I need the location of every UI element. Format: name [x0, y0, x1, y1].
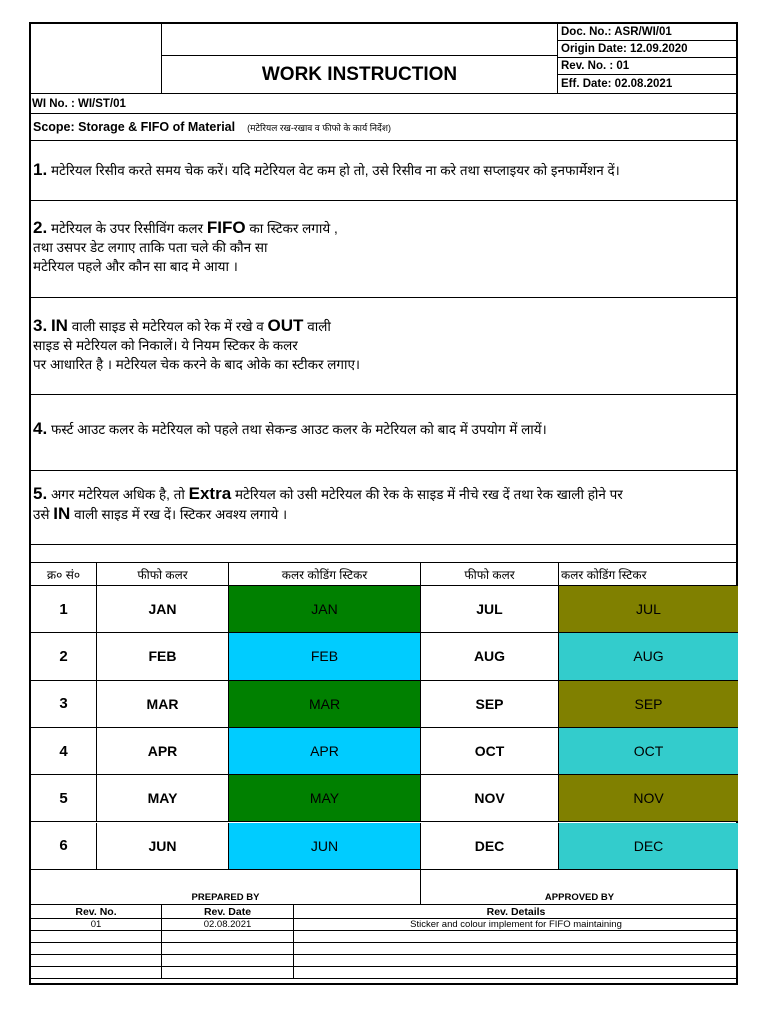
instruction-text: वाली साइड से मटेरियल को रेक में रखे व	[71, 319, 264, 334]
sticker-cell: MAY	[229, 775, 421, 822]
instruction-keyword: FIFO	[206, 218, 246, 237]
rev-empty-cell	[162, 955, 294, 967]
instruction-number: 2.	[33, 218, 48, 237]
instruction-3	[31, 298, 738, 395]
spacer-row	[31, 545, 738, 563]
rev-header-no: Rev. No.	[31, 905, 162, 919]
serial-cell: 4	[31, 728, 97, 775]
month-cell: JAN	[97, 586, 229, 633]
instruction-text: मटेरियल रिसीव करते समय चेक करें। यदि मटेरियल वेट कम हो तो, उसे रिसीव ना करे तथा सप्लाइयर को इनफार्मेशन दें।	[50, 163, 620, 178]
sticker-cell: JUN	[229, 823, 421, 870]
rev-header-date: Rev. Date	[162, 905, 294, 919]
header-colour-sticker-2: कलर कोडिंग स्टिकर	[559, 563, 738, 586]
rev-empty-cell	[162, 931, 294, 943]
instruction-4	[31, 395, 738, 471]
page-title: WORK INSTRUCTION	[162, 56, 558, 94]
instruction-text: अगर मटेरियल अधिक है, तो	[50, 487, 185, 502]
month-cell: NOV	[421, 775, 559, 822]
month-cell: APR	[97, 728, 229, 775]
scope-label: Scope: Storage & FIFO of Material	[33, 120, 236, 134]
origin-date: Origin Date: 12.09.2020	[558, 41, 738, 58]
rev-empty-cell	[294, 931, 738, 943]
month-cell: OCT	[421, 728, 559, 775]
serial-cell: 2	[31, 633, 97, 680]
instruction-text: साइड से मटेरियल को निकालें। ये नियम स्टिकर के कलर	[33, 338, 298, 353]
rev-empty-cell	[294, 955, 738, 967]
scope-row	[31, 114, 738, 141]
instruction-5	[31, 471, 738, 545]
doc-number: Doc. No.: ASR/WI/01	[558, 24, 738, 41]
sticker-cell: JAN	[229, 586, 421, 633]
serial-cell: 1	[31, 586, 97, 633]
instruction-text: फर्स्ट आउट कलर के मटेरियल को पहले तथा सेकन्ड आउट कलर के मटेरियल को बाद में उपयोग में लायें।	[50, 422, 547, 437]
month-cell: FEB	[97, 633, 229, 680]
rev-date: 02.08.2021	[162, 919, 294, 931]
instruction-text: का स्टिकर लगाये ,	[249, 221, 338, 236]
instruction-text: मटेरियल पहले और कौन सा बाद मे आया ।	[33, 259, 238, 274]
sticker-cell: SEP	[559, 681, 738, 728]
instruction-text: मटेरियल को उसी मटेरियल की रेक के साइड में नीचे रख दें तथा रेक खाली होने पर	[234, 487, 623, 502]
rev-empty-cell	[162, 943, 294, 955]
instruction-number: 1.	[33, 160, 48, 179]
sticker-cell: DEC	[559, 823, 738, 870]
sticker-cell: JUL	[559, 586, 738, 633]
instruction-number: 5.	[33, 484, 48, 503]
month-cell: MAR	[97, 681, 229, 728]
rev-empty-cell	[31, 931, 162, 943]
serial-cell: 6	[31, 823, 97, 870]
approved-by	[421, 870, 738, 905]
prepared-by-label: PREPARED BY	[191, 892, 260, 903]
month-cell: AUG	[421, 633, 559, 680]
approved-by-label: APPROVED BY	[544, 892, 615, 903]
effective-date: Eff. Date: 02.08.2021	[558, 75, 738, 94]
month-cell: JUN	[97, 823, 229, 870]
sticker-cell: MAR	[229, 681, 421, 728]
rev-empty-cell	[294, 967, 738, 979]
instruction-text: वाली	[307, 319, 331, 334]
rev-details: Sticker and colour implement for FIFO maintaining	[294, 919, 738, 931]
instruction-keyword: Extra	[188, 484, 232, 503]
month-cell: MAY	[97, 775, 229, 822]
header-colour-sticker: कलर कोडिंग स्टिकर	[229, 563, 421, 586]
instruction-text: पर आधारित है । मटेरियल चेक करने के बाद ओके का स्टीकर लगाए।	[33, 357, 361, 372]
rev-empty-cell	[294, 943, 738, 955]
sticker-cell: OCT	[559, 728, 738, 775]
month-cell: JUL	[421, 586, 559, 633]
month-cell: SEP	[421, 681, 559, 728]
header-fifo-colour-2: फीफो कलर	[421, 563, 559, 586]
scope-note: (मटेरियल रख-रखाव व फीफो के कार्य निर्देश)	[247, 122, 391, 133]
rev-empty-cell	[162, 967, 294, 979]
instruction-1	[31, 141, 738, 201]
sticker-cell: FEB	[229, 633, 421, 680]
rev-empty-cell	[31, 967, 162, 979]
instruction-keyword: OUT	[267, 316, 304, 335]
rev-empty-cell	[31, 955, 162, 967]
instruction-2	[31, 201, 738, 298]
month-cell: DEC	[421, 823, 559, 870]
header-blank	[162, 24, 558, 56]
instruction-keyword: IN	[53, 504, 71, 523]
instruction-text: मटेरियल के उपर रिसीविंग कलर	[50, 221, 204, 236]
prepared-by	[31, 870, 421, 905]
sticker-cell: AUG	[559, 633, 738, 680]
instruction-keyword: IN	[50, 316, 68, 335]
instruction-number: 3.	[33, 316, 48, 335]
serial-cell: 3	[31, 681, 97, 728]
wi-number: WI No. : WI/ST/01	[31, 94, 738, 114]
work-instruction-sheet	[29, 22, 738, 985]
instruction-text: वाली साइड में रख दें। स्टिकर अवश्य लगाये ।	[74, 507, 288, 522]
sticker-cell: APR	[229, 728, 421, 775]
instruction-text: उसे	[33, 507, 50, 522]
header-fifo-colour: फीफो कलर	[97, 563, 229, 586]
rev-header-details: Rev. Details	[294, 905, 738, 919]
instruction-text: तथा उसपर डेट लगाए ताकि पता चले की कौन सा	[33, 240, 268, 255]
logo-box	[31, 24, 162, 94]
revision-number: Rev. No. : 01	[558, 58, 738, 75]
serial-cell: 5	[31, 775, 97, 822]
header-serial: क्र० सं०	[31, 563, 97, 586]
rev-no: 01	[31, 919, 162, 931]
rev-empty-cell	[31, 943, 162, 955]
instruction-number: 4.	[33, 419, 48, 438]
sticker-cell: NOV	[559, 775, 738, 822]
